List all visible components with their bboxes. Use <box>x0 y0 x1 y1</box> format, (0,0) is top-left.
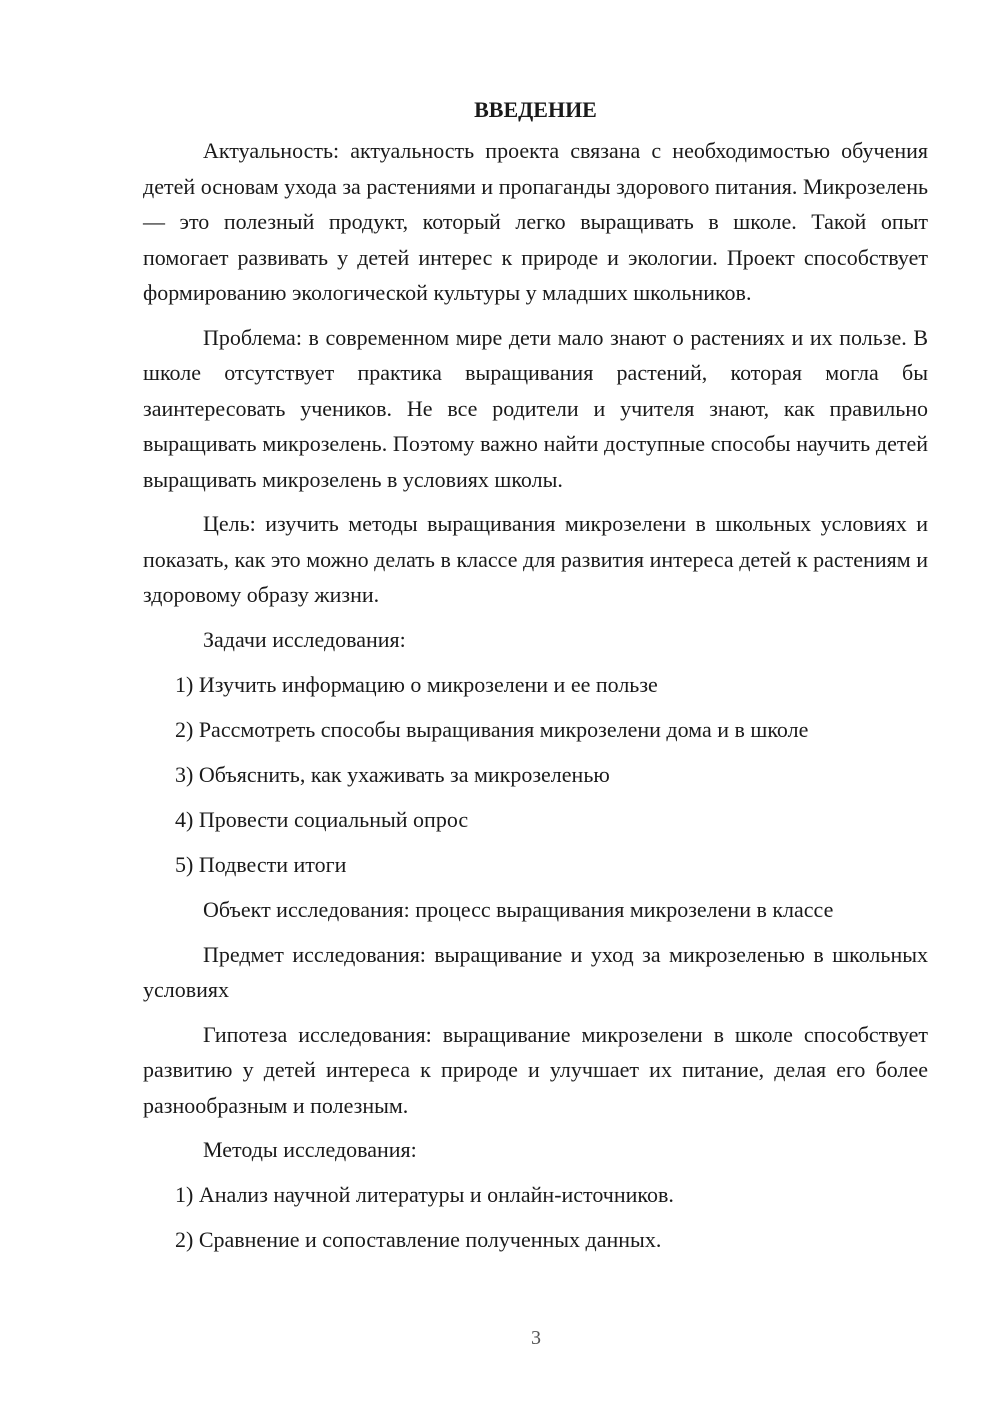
hypothesis-paragraph: Гипотеза исследования: выращивание микрозелени в школе способствует развитию у детей интереса к природе и улучшает их питание, делая его более разнообразным и полезным. <box>143 1021 928 1118</box>
task-item: 1) Изучить информацию о микрозелени и ее пользе <box>175 671 658 697</box>
task-item: 3) Объяснить, как ухаживать за микрозеленью <box>175 761 610 787</box>
problem-paragraph: Проблема: в современном мире дети мало знают о растениях и их пользе. В школе отсутствует практика выращивания растений, которая могла бы заинтересовать учеников. Не все родители и учителя знают, как правильно выращивать микрозелень. Поэтому важно найти доступные способы научить детей выращивать микрозелень в условиях школы. <box>143 324 928 492</box>
methods-list <box>143 1177 928 1258</box>
methods-heading: Методы исследования: <box>203 1137 417 1162</box>
relevance-paragraph: Актуальность: актуальность проекта связана с необходимостью обучения детей основам ухода за растениями и пропаганды здорового питания. Микрозелень — это полезный продукт, который легко выращивать в школе. Такой опыт помогает развивать у детей интерес к природе и экологии. Проект способствует формированию экологической культуры у младших школьников. <box>143 138 928 305</box>
document-page <box>143 92 928 1267</box>
page-title: ВВЕДЕНИЕ <box>474 97 597 122</box>
goal-paragraph: Цель: изучить методы выращивания микрозелени в школьных условиях и показать, как это можно делать в классе для развития интереса детей к растениям и здоровому образу жизни. <box>143 511 928 607</box>
page-number: 3 <box>531 1327 541 1349</box>
method-item: 2) Сравнение и сопоставление полученных данных. <box>175 1227 662 1252</box>
tasks-list <box>143 667 928 883</box>
subject-paragraph: Предмет исследования: выращивание и уход за микрозеленью в школьных условиях <box>143 941 928 1002</box>
method-item: 1) Анализ научной литературы и онлайн-источников. <box>175 1182 674 1207</box>
object-paragraph: Объект исследования: процесс выращивания микрозелени в классе <box>203 896 834 922</box>
task-item: 5) Подвести итоги <box>175 851 347 877</box>
tasks-heading: Задачи исследования: <box>203 626 406 652</box>
task-item: 2) Рассмотреть способы выращивания микрозелени дома и в школе <box>175 716 809 742</box>
task-item: 4) Провести социальный опрос <box>175 806 469 832</box>
